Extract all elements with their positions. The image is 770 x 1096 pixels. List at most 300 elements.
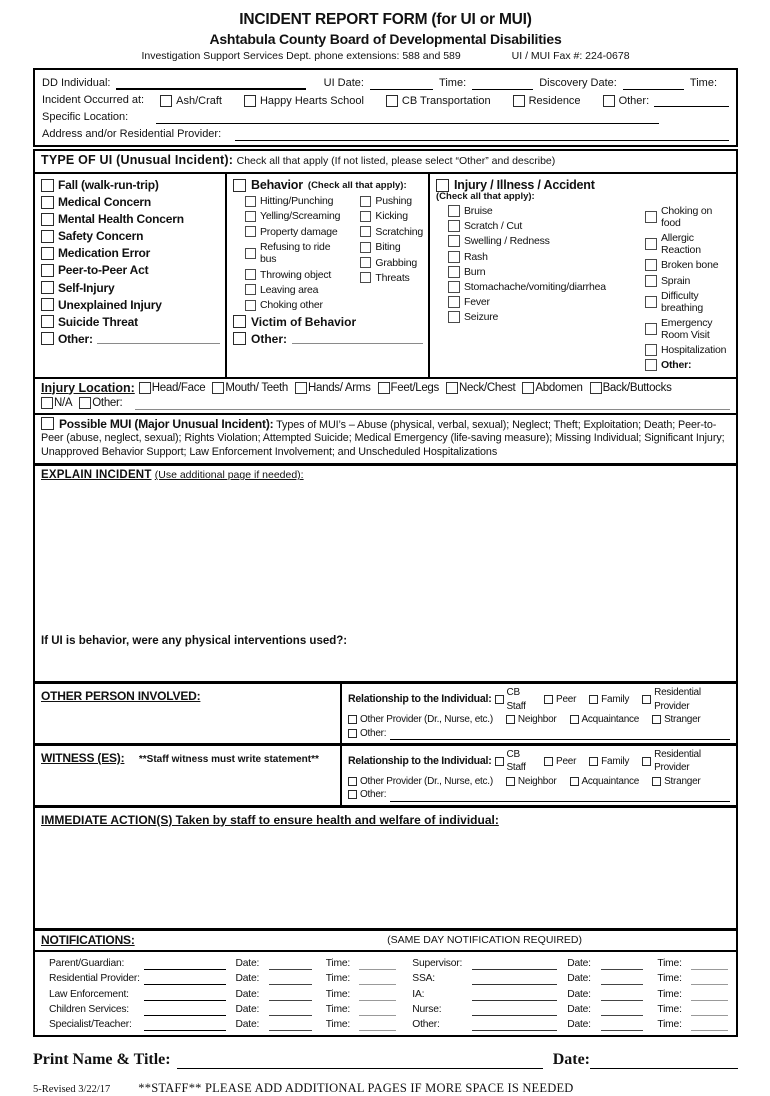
injury-location-row1 [41, 381, 730, 395]
checkbox-label: Hospitalization [661, 344, 727, 357]
checkbox[interactable] [360, 226, 371, 237]
checkbox[interactable] [360, 272, 371, 283]
checkbox[interactable] [245, 226, 256, 237]
checkbox-option [448, 251, 633, 263]
checkbox-label: Scratching [375, 225, 423, 238]
checkbox-label: Rash [464, 250, 488, 263]
checkbox-option [645, 290, 731, 314]
checkbox-label: Neighbor [517, 775, 557, 787]
injury-location-other-option [79, 397, 122, 409]
checkbox-option [506, 713, 557, 726]
ui-time-input[interactable] [472, 77, 533, 90]
checkbox-option [645, 275, 731, 287]
discovery-date-input[interactable] [623, 77, 684, 90]
checkbox[interactable] [386, 95, 398, 107]
date-label: Date: [567, 988, 591, 1000]
checkbox-label: Hands/ Arms [308, 381, 371, 394]
checkbox-option [446, 382, 515, 394]
checkbox[interactable] [41, 417, 54, 430]
relationship-row3 [348, 727, 730, 740]
footer-date-label: Date: [552, 1051, 590, 1069]
time-input[interactable] [691, 1004, 728, 1016]
date-input[interactable] [601, 989, 644, 1001]
ui-type-options [41, 178, 220, 329]
notify-name-input[interactable] [144, 1019, 226, 1031]
relationship-row3 [348, 788, 730, 801]
checkbox-label: CB Staff [506, 748, 526, 774]
relationship-other-input[interactable] [390, 791, 730, 802]
checkbox-option [244, 95, 364, 107]
type-of-ui-title: TYPE OF UI (Unusual Incident): [41, 153, 234, 167]
possible-mui-text: Types of MUI’s – Abuse (physical, verbal, sexual); Neglect; Theft; Exploitation; Death; Peer-to-Peer (abuse, neglect, sexual); Rights Violation; Attempted Suicide; Medical Emergency (life-saving measure); Missing Individual; Significant Injury; Unapproved Behavior Support; Law Enforcement Involvement; and Unscheduled Hospitalizations [41, 418, 725, 458]
time-label: Time: [657, 988, 682, 1000]
injury-location-other-input[interactable] [135, 397, 730, 410]
checkbox[interactable] [233, 332, 246, 345]
checkbox[interactable] [448, 266, 460, 278]
checkbox[interactable] [652, 715, 661, 724]
checkbox-label: Threats [375, 271, 410, 284]
injury-column [430, 174, 736, 377]
checkbox-label: CB Staff [506, 687, 526, 712]
checkbox[interactable] [244, 95, 256, 107]
notification-row [49, 970, 728, 985]
time-label: Time: [657, 1019, 682, 1031]
other-person-relationship-cell [340, 684, 736, 743]
checkbox[interactable] [495, 757, 504, 766]
checkbox[interactable] [360, 242, 371, 253]
checkbox[interactable] [348, 715, 357, 724]
checkbox-option [245, 210, 348, 222]
checkbox[interactable] [295, 382, 307, 394]
time-input[interactable] [691, 958, 728, 970]
notify-name-input[interactable] [472, 989, 557, 1001]
date-label: Date: [235, 1019, 260, 1031]
ui-type-other-input[interactable] [97, 334, 220, 344]
injury-options-left [436, 205, 633, 375]
checkbox[interactable] [79, 397, 91, 409]
checkbox-option [360, 210, 423, 222]
checkbox[interactable] [212, 382, 224, 394]
checkbox[interactable] [645, 238, 657, 250]
checkbox-label: Bruise [464, 205, 493, 217]
explain-incident-writing-area[interactable] [41, 483, 730, 635]
checkbox[interactable] [348, 790, 357, 799]
checkbox-label: Back/Buttocks [602, 381, 672, 394]
time-label: Time: [657, 957, 682, 969]
notify-name-input[interactable] [144, 958, 226, 970]
time-input[interactable] [691, 973, 728, 985]
checkbox[interactable] [41, 264, 54, 277]
checkbox-option [360, 272, 423, 284]
checkbox[interactable] [378, 382, 390, 394]
checkbox-label: Mouth/ Teeth [225, 381, 288, 394]
checkbox[interactable] [522, 382, 534, 394]
type-of-ui-section [33, 149, 738, 465]
checkbox-option [642, 686, 717, 713]
notify-name-input[interactable] [472, 958, 557, 970]
checkbox-option [513, 95, 581, 107]
checkbox-label: Other: [360, 789, 387, 801]
checkbox-label: Family [601, 755, 630, 767]
signature-row [33, 1051, 738, 1069]
behavior-options-left [233, 195, 348, 315]
checkbox-label: Kicking [375, 210, 408, 223]
checkbox-option [645, 232, 731, 256]
checkbox-option [590, 382, 672, 394]
checkbox-label: Other: [618, 95, 650, 107]
checkbox[interactable] [645, 296, 657, 308]
print-name-input[interactable] [177, 1053, 543, 1069]
checkbox-label: Burn [464, 265, 486, 278]
occurred-at-options [160, 95, 602, 107]
checkbox-option [570, 775, 640, 788]
checkbox[interactable] [645, 344, 657, 356]
checkbox-option [645, 205, 731, 229]
checkbox-option [360, 195, 423, 207]
relationship-other-input[interactable] [390, 729, 730, 740]
checkbox-option [41, 212, 220, 226]
checkbox[interactable] [570, 777, 579, 786]
checkbox-label: Mental Health Concern [58, 212, 184, 227]
checkbox[interactable] [544, 757, 553, 766]
checkbox[interactable] [41, 196, 54, 209]
time-input[interactable] [359, 958, 396, 970]
checkbox-option [245, 284, 348, 296]
checkbox[interactable] [513, 95, 525, 107]
checkbox[interactable] [160, 95, 172, 107]
date-label: Date: [567, 957, 591, 969]
checkbox-option [245, 269, 348, 281]
checkbox-label: Allergic Reaction [661, 232, 701, 257]
checkbox-label: Stranger [664, 714, 701, 726]
checkbox-option [589, 693, 629, 706]
checkbox[interactable] [645, 211, 657, 223]
behavior-options-right [348, 195, 423, 315]
address-row [42, 125, 729, 141]
time-label: Time: [325, 973, 351, 985]
explain-incident-heading [41, 468, 730, 483]
checkbox[interactable] [360, 211, 371, 222]
time-input[interactable] [359, 973, 396, 985]
revision-text: 5-Revised 3/22/17 [33, 1084, 111, 1096]
notify-party-label: Specialist/Teacher: [49, 1019, 132, 1031]
physical-interventions-question: If UI is behavior, were any physical interventions used?: [41, 635, 348, 648]
notify-party-label: Children Services: [49, 1004, 129, 1016]
date-input[interactable] [601, 958, 644, 970]
checkbox[interactable] [645, 275, 657, 287]
time-label: Time: [325, 957, 351, 969]
checkbox-label: Property damage [260, 225, 338, 238]
checkbox-option [645, 344, 731, 356]
checkbox-option [360, 241, 423, 253]
checkbox-option [448, 205, 633, 217]
checkbox-label: Seizure [464, 311, 499, 324]
checkbox-option [544, 693, 576, 706]
notify-party-label: Other: [412, 1019, 440, 1031]
checkbox-label: Unexplained Injury [58, 297, 162, 312]
checkbox-option [41, 178, 220, 192]
discovery-time-label: Time: [689, 77, 718, 89]
relationship-row1 [348, 686, 730, 713]
checkbox-option [645, 317, 731, 341]
relationship-row1 [348, 748, 730, 775]
notify-name-input[interactable] [472, 973, 557, 985]
behavior-note: (Check all that apply): [307, 179, 407, 191]
checkbox-option [448, 266, 633, 278]
checkbox[interactable] [590, 382, 602, 394]
checkbox[interactable] [245, 284, 256, 295]
checkbox-option [448, 311, 633, 323]
date-input[interactable] [601, 1004, 644, 1016]
checkbox[interactable] [233, 179, 246, 192]
time-input[interactable] [359, 1019, 396, 1031]
checkbox-option [448, 281, 633, 293]
other-person-cell[interactable] [35, 684, 340, 743]
checkbox-label: Neighbor [517, 714, 557, 726]
behavior-other-option [233, 332, 423, 346]
checkbox-label: Yelling/Screaming [260, 210, 341, 223]
time-input[interactable] [359, 989, 396, 1001]
checkbox-label: Throwing object [260, 268, 332, 281]
checkbox[interactable] [245, 269, 256, 280]
checkbox-label: Other: [251, 331, 287, 346]
checkbox-option [245, 299, 348, 311]
checkbox-label: Stranger [664, 775, 701, 787]
dd-individual-label: DD Individual: [42, 77, 111, 89]
behavior-heading [233, 178, 423, 192]
date-input[interactable] [269, 1019, 312, 1031]
other-person-section [33, 682, 738, 745]
notify-party-label: Parent/Guardian: [49, 957, 125, 969]
form-title: INCIDENT REPORT FORM (for UI or MUI) [239, 11, 532, 28]
checkbox-label: Ash/Craft [176, 95, 222, 107]
dd-individual-input[interactable] [116, 77, 305, 90]
behavior-label: Behavior [251, 178, 303, 192]
time-label: Time: [657, 1004, 682, 1016]
checkbox-option [212, 382, 288, 394]
checkbox-option [41, 263, 220, 277]
date-label: Date: [567, 1004, 591, 1016]
date-input[interactable] [601, 1019, 644, 1031]
checkbox[interactable] [506, 777, 515, 786]
notify-party-label: Law Enforcement: [49, 988, 129, 1000]
injury-options-right [633, 205, 731, 375]
checkbox[interactable] [41, 315, 54, 328]
checkbox-label: Feet/Legs [390, 381, 439, 394]
checkbox[interactable] [446, 382, 458, 394]
checkbox[interactable] [41, 179, 54, 192]
checkbox[interactable] [544, 695, 553, 704]
witness-heading: WITNESS (ES): [41, 750, 125, 765]
occurred-at-label: Incident Occurred at: [42, 94, 145, 106]
behavior-column [227, 174, 430, 377]
checkbox[interactable] [348, 777, 357, 786]
possible-mui-label: Possible MUI (Major Unusual Incident): [59, 416, 274, 431]
checkbox-option [448, 220, 633, 232]
checkbox[interactable] [642, 695, 651, 704]
checkbox[interactable] [570, 715, 579, 724]
checkbox[interactable] [41, 213, 54, 226]
checkbox[interactable] [645, 323, 657, 335]
specific-location-label: Specific Location: [42, 111, 129, 123]
checkbox-label: Abdomen [535, 381, 583, 394]
staff-note-text: **STAFF** PLEASE ADD ADDITIONAL PAGES IF MORE SPACE IS NEEDED [138, 1081, 574, 1096]
checkbox[interactable] [448, 311, 460, 323]
checkbox-label: Fever [464, 296, 490, 309]
notification-row [49, 1001, 728, 1016]
checkbox[interactable] [589, 757, 598, 766]
witness-note: **Staff witness must write statement** [138, 753, 319, 765]
date-label: Date: [567, 1019, 591, 1031]
checkbox-label: Residential Provider [654, 687, 701, 712]
notifications-heading-row [35, 931, 736, 952]
checkbox[interactable] [245, 196, 256, 207]
checkbox-label: Hitting/Punching [260, 195, 334, 207]
checkbox-label: Stomachache/vomiting/diarrhea [464, 280, 606, 293]
checkbox[interactable] [645, 359, 657, 371]
checkbox[interactable] [589, 695, 598, 704]
specific-location-row [42, 108, 729, 124]
checkbox[interactable] [448, 235, 460, 247]
checkbox[interactable] [652, 777, 661, 786]
notifications-note: (SAME DAY NOTIFICATION REQUIRED) [387, 933, 582, 946]
checkbox-label: Peer [556, 755, 577, 767]
checkbox[interactable] [233, 315, 246, 328]
notify-party-label: Nurse: [412, 1004, 442, 1016]
checkbox-option [245, 241, 348, 265]
checkbox-label: Refusing to ride bus [260, 241, 331, 266]
checkbox[interactable] [603, 95, 615, 107]
checkbox-option [386, 95, 491, 107]
checkbox[interactable] [448, 220, 460, 232]
checkbox-label: Leaving area [260, 283, 319, 296]
time-input[interactable] [359, 1004, 396, 1016]
checkbox-label: Safety Concern [58, 229, 144, 244]
checkbox[interactable] [41, 332, 54, 345]
notifications-section [33, 929, 738, 1038]
injury-options-right-list [633, 205, 731, 356]
checkbox[interactable] [448, 296, 460, 308]
address-label: Address and/or Residential Provider: [42, 128, 222, 140]
checkbox-label: Acquaintance [581, 714, 640, 726]
checkbox[interactable] [360, 257, 371, 268]
checkbox[interactable] [139, 382, 151, 394]
notifications-heading: NOTIFICATIONS: [41, 932, 135, 947]
notify-name-input[interactable] [144, 989, 226, 1001]
behavior-other-input[interactable] [292, 334, 423, 344]
other-person-heading: OTHER PERSON INVOLVED: [41, 689, 201, 704]
notify-name-input[interactable] [144, 973, 226, 985]
explain-incident-note: (Use additional page if needed): [154, 469, 304, 482]
checkbox-option [652, 775, 700, 788]
checkbox[interactable] [245, 300, 256, 311]
checkbox-label: Choking on food [661, 205, 713, 229]
time-input[interactable] [691, 989, 728, 1001]
checkbox[interactable] [645, 259, 657, 271]
checkbox-label: Victim of Behavior [251, 314, 357, 329]
checkbox[interactable] [41, 298, 54, 311]
fax-number-text: UI / MUI Fax #: 224-0678 [511, 50, 630, 62]
footer-date-input[interactable] [590, 1053, 738, 1069]
checkbox-label: Fall (walk-run-trip) [58, 178, 159, 192]
physical-interventions-answer-area[interactable] [41, 647, 730, 679]
notify-name-input[interactable] [144, 1004, 226, 1016]
checkbox[interactable] [41, 247, 54, 260]
injury-label: Injury / Illness / Accident [454, 178, 595, 192]
explain-incident-section [33, 464, 738, 683]
notify-name-input[interactable] [472, 1004, 557, 1016]
checkbox[interactable] [436, 179, 449, 192]
checkbox-option [448, 296, 633, 308]
date-input[interactable] [269, 973, 312, 985]
relationship-other-option [348, 788, 386, 801]
checkbox[interactable] [41, 281, 54, 294]
address-input[interactable] [235, 128, 729, 141]
checkbox[interactable] [448, 281, 460, 293]
type-of-ui-note: Check all that apply (If not listed, please select “Other” and describe) [236, 155, 556, 167]
immediate-actions-writing-area[interactable] [41, 829, 730, 925]
checkbox-option [378, 382, 439, 394]
checkbox-label: Sprain [661, 274, 691, 287]
checkbox-option [245, 195, 348, 207]
occurred-other-input[interactable] [654, 94, 729, 107]
checkbox[interactable] [642, 757, 651, 766]
date-input[interactable] [269, 958, 312, 970]
time-label: Time: [325, 1019, 351, 1031]
time-label: Time: [325, 988, 351, 1000]
checkbox-label: Peer-to-Peer Act [58, 263, 149, 278]
checkbox-label: N/A [54, 397, 73, 409]
checkbox[interactable] [495, 695, 504, 704]
checkbox-option [360, 226, 423, 238]
injury-location-na-option [41, 397, 72, 409]
notify-party-label: Supervisor: [412, 957, 463, 969]
checkbox[interactable] [448, 251, 460, 263]
checkbox-option [160, 95, 222, 107]
checkbox[interactable] [360, 196, 371, 207]
relationship-other-option [348, 727, 386, 740]
checkbox[interactable] [41, 397, 53, 409]
date-input[interactable] [269, 1004, 312, 1016]
relationship-options-row1 [495, 686, 730, 713]
notify-party-label: Residential Provider: [49, 973, 140, 985]
injury-location-options [139, 382, 679, 394]
ui-date-input[interactable] [370, 77, 433, 90]
date-label: Date: [235, 973, 260, 985]
specific-location-input[interactable] [156, 111, 659, 124]
notify-name-input[interactable] [472, 1019, 557, 1031]
checkbox-option [348, 713, 493, 726]
date-label: Date: [235, 957, 260, 969]
time-input[interactable] [691, 1019, 728, 1031]
checkbox[interactable] [348, 729, 357, 738]
checkbox[interactable] [245, 211, 256, 222]
checkbox-option [506, 775, 557, 788]
form-contact-line [33, 49, 738, 64]
checkbox[interactable] [448, 205, 460, 217]
date-input[interactable] [601, 973, 644, 985]
checkbox-option [360, 257, 423, 269]
type-of-ui-heading [35, 151, 736, 174]
witness-cell[interactable] [35, 746, 340, 805]
checkbox-label: Neck/Chest [458, 381, 516, 394]
checkbox[interactable] [41, 230, 54, 243]
checkbox[interactable] [245, 248, 256, 259]
date-label: Date: [235, 1004, 260, 1016]
checkbox[interactable] [506, 715, 515, 724]
checkbox-label: Broken bone [661, 259, 719, 272]
date-input[interactable] [269, 989, 312, 1001]
